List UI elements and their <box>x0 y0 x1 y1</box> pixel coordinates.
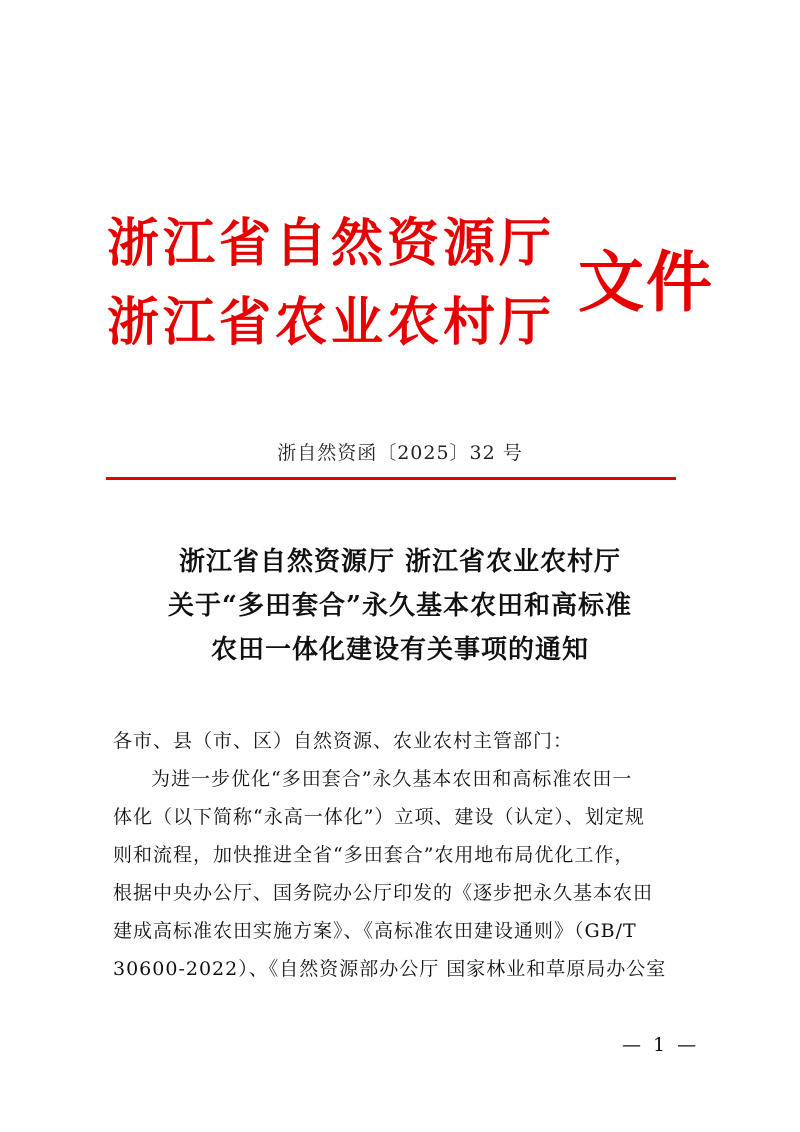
paragraph-line: 为进一步优化“多田套合”永久基本农田和高标准农田一 <box>151 768 633 790</box>
issuer-name-2: 浙江省农业农村厅 <box>107 293 556 353</box>
red-header <box>0 200 800 390</box>
red-separator-line <box>106 477 676 480</box>
paragraph-line: 体化（以下简称“永高一体化”）立项、建设（认定）、划定规 <box>113 806 645 828</box>
document-number: 浙自然资函〔2025〕32 号 <box>277 442 523 464</box>
page-number: — 1 — <box>622 1034 700 1056</box>
title-line-2: 关于“多田套合”永久基本农田和高标准 <box>168 591 632 621</box>
document-body <box>113 722 693 988</box>
paragraph-line: 30600-2022）、《自然资源部办公厅 国家林业和草原局办公室 <box>113 958 667 980</box>
paragraph-line: 建成高标准农田实施方案》、《高标准农田建设通则》（GB/T <box>113 920 637 942</box>
paragraph-line: 则和流程，加快推进全省“多田套合”农用地布局优化工作， <box>113 844 635 866</box>
document-type: 文件 <box>578 244 714 321</box>
title-line-1: 浙江省自然资源厅 浙江省农业农村厅 <box>178 547 622 577</box>
document-title <box>0 540 800 672</box>
paragraph-line: 根据中央办公厅、国务院办公厅印发的《逐步把永久基本农田 <box>113 882 654 904</box>
issuer-name-1: 浙江省自然资源厅 <box>107 214 556 274</box>
title-line-3: 农田一体化建设有关事项的通知 <box>210 635 589 665</box>
salutation: 各市、县（市、区）自然资源、农业农村主管部门： <box>113 730 574 752</box>
